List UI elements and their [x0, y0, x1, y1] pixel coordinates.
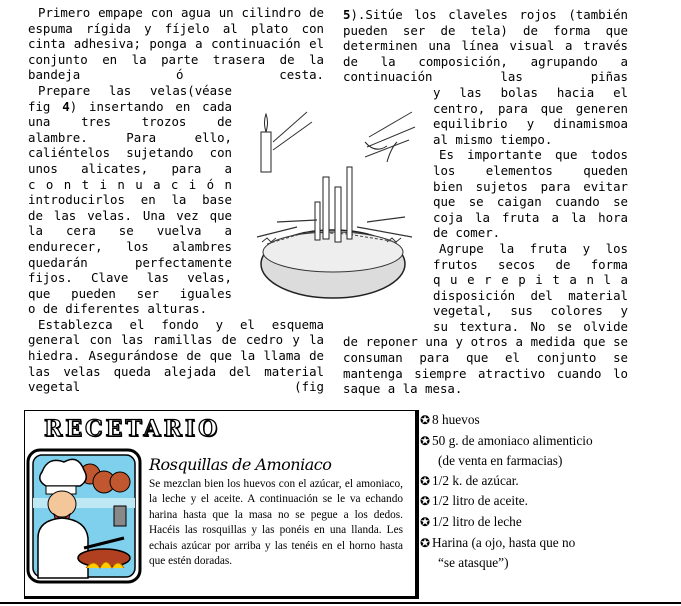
ingredient-item [420, 471, 670, 492]
right-line: y las bolas hacia el [433, 84, 628, 100]
chef-cooking-icon [24, 448, 144, 586]
fig-label: fig [28, 98, 63, 114]
recipe-box-shadow-right [415, 410, 419, 598]
left-paragraph-1-text: Primero empape con agua un cilindro de espuma rígida y fíjelo al plato con cinta adhesiva; ponga a continuación el conjunto en la parte trasera de la bandeja ó cesta. [28, 5, 324, 83]
right-line: frutos secos de forma [433, 256, 628, 272]
ingredient-item [420, 491, 670, 512]
left-p2-line: que pueden ser iguales [28, 285, 232, 301]
left-p2-line: introducirlos en la base [28, 192, 232, 208]
recetario-heading: RECETARIO [44, 416, 221, 442]
right-paragraph-1 [343, 7, 628, 85]
left-p2-line: caliéntelos sujetando con [28, 145, 232, 161]
flower-bullet-icon: ✪ [420, 433, 431, 448]
left-p2-line: endurecer, los alambres [28, 238, 232, 254]
left-p2-line: fijos. Clave las velas, [28, 270, 232, 286]
right-line: al mismo tiempo. [433, 131, 553, 147]
left-p2-line: la cera se vuelva a [28, 223, 232, 239]
flower-bullet-icon: ✪ [420, 494, 431, 509]
recipe-title: Rosquillas de Amoniaco [149, 455, 332, 474]
ingredient-item [420, 431, 670, 452]
right-column [343, 7, 628, 397]
recipe-box-shadow-bottom [24, 596, 419, 599]
fig-ref-4: 4 [62, 98, 70, 114]
ingredient-text: 1/2 k. de azúcar. [432, 472, 519, 488]
right-line: vegetal, sus colores y [433, 303, 628, 319]
page-bottom-rule [0, 602, 681, 604]
left-p2-line: una tres trozos de [28, 114, 232, 130]
right-line: su textura. No se olvide [433, 318, 628, 334]
left-p2-line: quedarán perfectamente [28, 254, 232, 270]
ingredient-text: Harina (a ojo, hasta que no [432, 534, 576, 550]
right-line: coja la fruta a la hora [433, 209, 628, 225]
right-line: de comer. [433, 225, 501, 241]
ingredients-list [420, 410, 670, 573]
right-line: disposición del material [433, 287, 628, 303]
right-line: bien sujetos para evitar [433, 178, 628, 194]
fig-suffix: ) insertando en cada [69, 98, 232, 114]
left-p2-line: de las velas. Una vez que [28, 207, 232, 223]
left-paragraph-2 [28, 83, 232, 317]
left-paragraph-1 [28, 5, 324, 83]
right-line: Agrupe la fruta y los [439, 240, 628, 256]
ingredient-text: 50 g. de amoniaco alimenticio [432, 432, 593, 448]
flower-bullet-icon: ✪ [420, 514, 431, 529]
ingredient-item [420, 512, 670, 533]
right-line: los elementos queden [433, 162, 628, 178]
flower-bullet-icon: ✪ [420, 413, 431, 427]
recipe-instructions: Se mezclan bien los huevos con el azúcar, el amoniaco, la leche y el aceite. A continuación se le va echando harina hasta que la masa no se pegue a los dedos. Hacéis las rosquillas y las ponéis en una llanda. Les echais azúcar por arriba y las tenéis en el horno hasta que estén doradas. [149, 478, 403, 568]
right-narrow-block [433, 85, 628, 335]
flower-bullet-icon: ✪ [420, 473, 431, 488]
ingredient-subtext: “se atasque”) [438, 555, 509, 571]
ingredient-item [420, 410, 670, 431]
right-p1-top-text: ).Sitúe los claveles rojos (también pueden ser de tela) de forma que determinen una línea visual a través de la composición, agrupando a continuación las piñas [343, 7, 628, 85]
ingredient-text: 1/2 litro de aceite. [432, 493, 528, 509]
left-p2-line: c o n t i n u a c i ó n [28, 176, 232, 192]
ingredient-subtext: (de venta en farmacias) [438, 453, 563, 469]
right-line: q u e r e p i t a n l a [433, 272, 628, 288]
right-line: Es importante que todos [439, 147, 628, 163]
ingredient-text: 8 huevos [432, 412, 480, 427]
left-p2-line: unos alicates, para a [28, 160, 232, 176]
flower-bullet-icon: ✪ [420, 535, 431, 550]
ingredient-item [420, 533, 670, 554]
left-p2-line [28, 99, 232, 115]
right-line: equilibrio y dinamismoa [433, 116, 628, 132]
fig-ref-5: 5 [343, 7, 351, 22]
left-p2-line: Prepare las velas(véase [38, 82, 232, 98]
left-p2-line: o de diferentes alturas. [28, 301, 208, 317]
right-line: centro, para que generen [433, 100, 628, 116]
right-line: que se caigan cuando se [433, 194, 628, 210]
left-p2-line: alambre. Para ello, [28, 129, 232, 145]
right-paragraph-3-rest: de reponer una y otros a medida que se consuman para que el conjunto se mantenga siempre atractivo cuando lo saque a la mesa. [343, 334, 628, 397]
left-paragraph-3: Establezca el fondo y el esquema general con las ramillas de cedro y la hiedra. Asegurándose de que la llama de las velas queda alejada del material vegetal (fig [28, 316, 324, 395]
ingredient-text: 1/2 litro de leche [432, 513, 522, 529]
